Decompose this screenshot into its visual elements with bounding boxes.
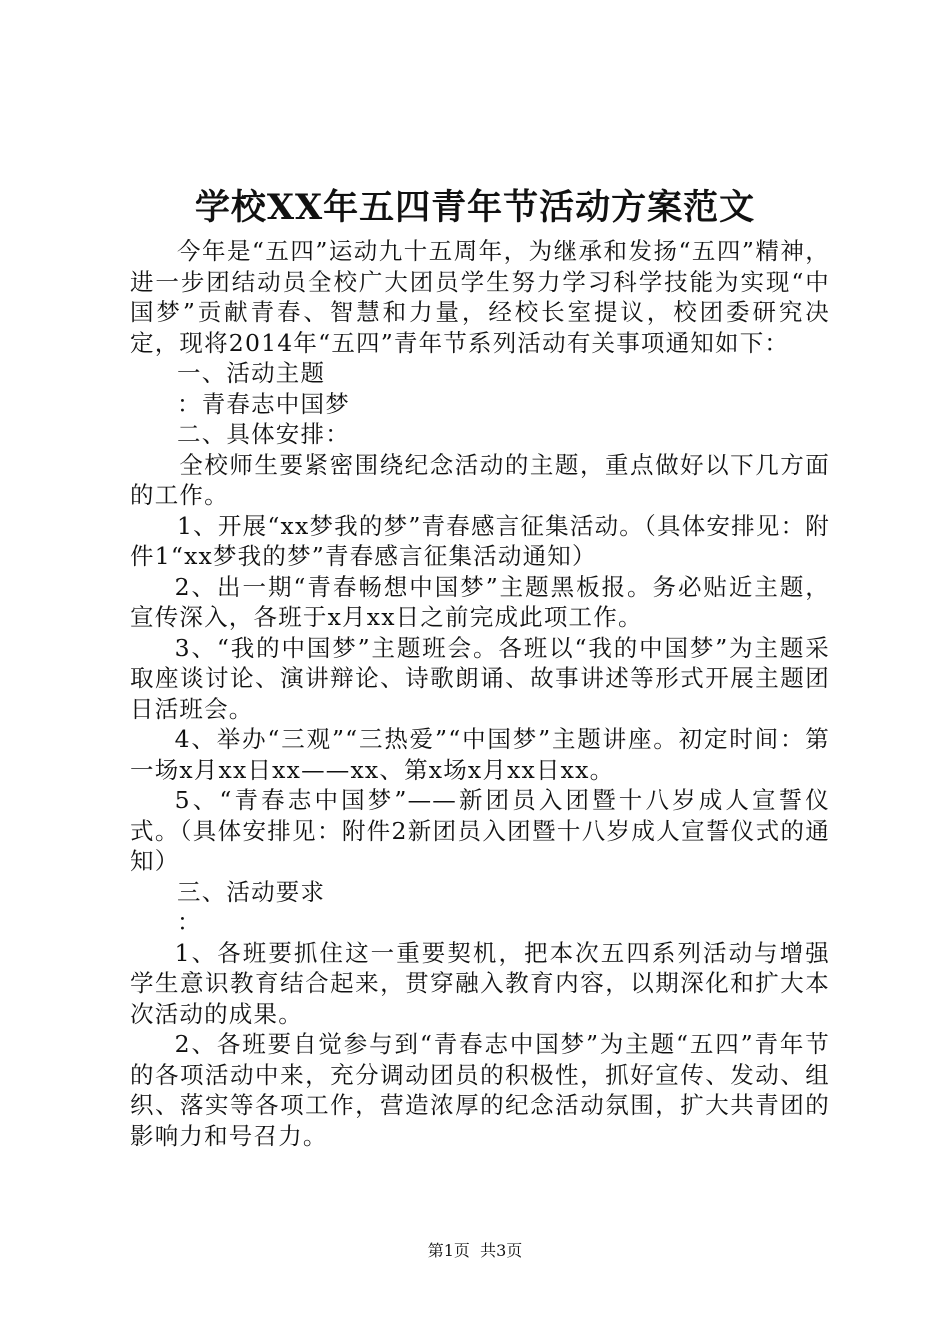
heading-activity-theme: 一、活动主题: [177, 359, 326, 387]
list-item-4: 4、举办“三观”“三热爱”“中国梦”主题讲座。初定时间：第一场x月xx日xx——xx、第x场x月xx日xx。: [130, 725, 830, 784]
heading-requirements: 三、活动要求: [177, 877, 326, 906]
paragraph-theme: ：青春志中国梦: [177, 389, 350, 418]
paragraph-arrangements-intro: 全校师生要紧密围绕纪念活动的主题，重点做好以下几方面的工作。: [130, 450, 830, 509]
requirement-item-2: 2、各班要自觉参与到“青春志中国梦”为主题“五四”青年节的各项活动中来，充分调动团员的积极性，抓好宣传、发动、组织、落实等各项工作，营造浓厚的纪念活动氛围，扩大共青团的影响力和号召力。: [130, 1030, 830, 1150]
document-body: [130, 236, 830, 1151]
list-item-5: 5、“青春志中国梦”——新团员入团暨十八岁成人宣誓仪式。（具体安排见：附件2新团员入团暨十八岁成人宣誓仪式的通知）: [130, 786, 830, 875]
document-title: 学校XX年五四青年节活动方案范文: [194, 187, 756, 228]
requirement-item-1: 1、各班要抓住这一重要契机，把本次五四系列活动与增强学生意识教育结合起来，贯穿融入教育内容，以期深化和扩大本次活动的成果。: [130, 938, 830, 1028]
list-item-1: 1、开展“xx梦我的梦”青春感言征集活动。（具体安排见：附件1“xx梦我的梦”青春感言征集活动通知）: [130, 511, 830, 570]
paragraph-intro: 今年是“五四”运动九十五周年，为继承和发扬“五四”精神，进一步团结动员全校广大团员学生努力学习科学技能为实现“中国梦”贡献青春、智慧和力量，经校长室提议，校团委研究决定，现将2014年“五四”青年节系列活动有关事项通知如下：: [130, 237, 830, 357]
page-footer: 第1页 共3页: [427, 1241, 523, 1260]
list-item-3: 3、“我的中国梦”主题班会。各班以“我的中国梦”为主题采取座谈讨论、演讲辩论、诗歌朗诵、故事讲述等形式开展主题团日活班会。: [130, 633, 830, 723]
list-item-2: 2、出一期“青春畅想中国梦”主题黑板报。务必贴近主题，宣传深入，各班于x月xx日之前完成此项工作。: [130, 572, 830, 631]
paragraph-colon: ：: [177, 908, 202, 936]
heading-arrangements: 二、具体安排：: [177, 420, 350, 448]
